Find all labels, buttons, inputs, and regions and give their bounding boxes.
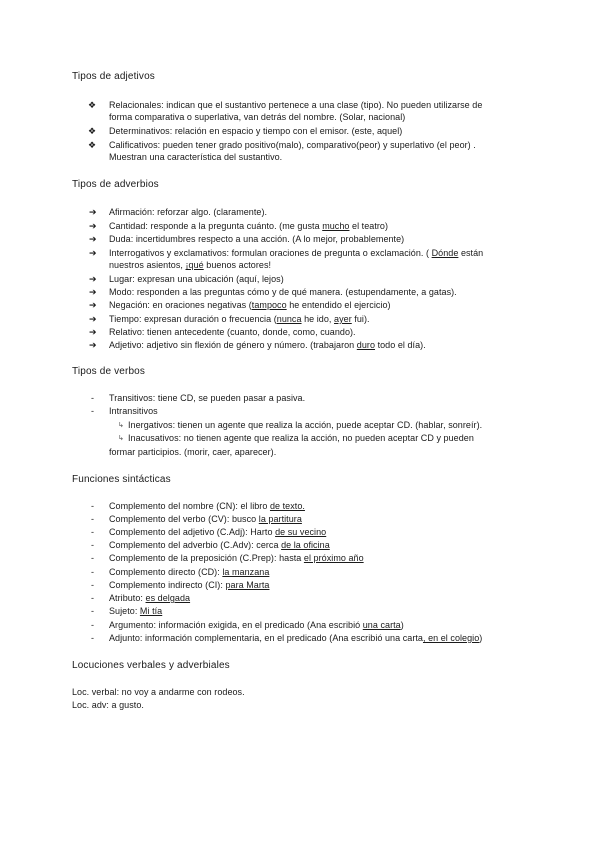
func-cd: Complemento directo (CD): la manzana bbox=[109, 567, 270, 577]
arrow-bullet-icon: ➔ bbox=[89, 340, 97, 350]
adj-relacionales: Relacionales: indican que el sustantivo pertenece a una clase (tipo). No pueden utilizarse de bbox=[109, 100, 483, 110]
adj-calificativos-cont: Muestran una característica del sustantivo. bbox=[109, 152, 283, 162]
adj-calificativos: Calificativos: pueden tener grado positivo(malo), comparativo(peor) y superlativo (el peor) . bbox=[109, 140, 476, 150]
adv-adjetivo: Adjetivo: adjetivo sin flexión de género y número. (trabajaron duro todo el día). bbox=[109, 340, 426, 350]
diamond-bullet-icon: ❖ bbox=[88, 100, 97, 110]
adv-duda: Duda: incertidumbres respecto a una acción. (A lo mejor, probablemente) bbox=[109, 234, 405, 244]
arrow-bullet-icon: ➔ bbox=[89, 234, 97, 244]
sub-arrow-icon: ↳ bbox=[118, 422, 124, 429]
dash-bullet: - bbox=[91, 514, 94, 524]
loc-adverbial: Loc. adv: a gusto. bbox=[72, 700, 144, 710]
func-cprep: Complemento de la preposición (C.Prep): hasta el próximo año bbox=[109, 553, 364, 563]
func-atributo: Atributo: es delgada bbox=[109, 593, 191, 603]
heading-funciones: Funciones sintácticas bbox=[72, 474, 171, 485]
adv-negacion: Negación: en oraciones negativas (tampoco he entendido el ejercicio) bbox=[109, 300, 391, 310]
arrow-bullet-icon: ➔ bbox=[89, 287, 97, 297]
adv-cantidad: Cantidad: responde a la pregunta cuánto. (me gusta mucho el teatro) bbox=[109, 221, 389, 231]
adv-interrogativos: Interrogativos y exclamativos: formulan oraciones de pregunta o exclamación. ( Dónde están bbox=[109, 248, 484, 258]
arrow-bullet-icon: ➔ bbox=[89, 207, 97, 217]
func-adjunto: Adjunto: información complementaria, en el predicado (Ana escribió una carta, en el colegio) bbox=[109, 633, 483, 643]
heading-adverbios: Tipos de adverbios bbox=[72, 179, 159, 190]
dash-bullet: - bbox=[91, 593, 94, 603]
verbo-transitivos: Transitivos: tiene CD, se pueden pasar a pasiva. bbox=[109, 393, 306, 403]
verbo-intransitivos: Intransitivos bbox=[109, 406, 158, 416]
adj-determinativos: Determinativos: relación en espacio y tiempo con el emisor. (este, aquel) bbox=[109, 126, 403, 136]
func-cadj: Complemento del adjetivo (C.Adj): Harto de su vecino bbox=[109, 527, 327, 537]
dash-bullet: - bbox=[91, 606, 94, 616]
dash-bullet: - bbox=[91, 406, 94, 416]
dash-bullet: - bbox=[91, 620, 94, 630]
verbo-inacusativos: Inacusativos: no tienen agente que realiza la acción, no pueden aceptar CD y pueden bbox=[128, 433, 474, 443]
dash-bullet: - bbox=[91, 580, 94, 590]
arrow-bullet-icon: ➔ bbox=[89, 327, 97, 337]
dash-bullet: - bbox=[91, 393, 94, 403]
diamond-bullet-icon: ❖ bbox=[88, 126, 97, 136]
func-ci: Complemento indirecto (CI): para Marta bbox=[109, 580, 270, 590]
diamond-bullet-icon: ❖ bbox=[88, 140, 97, 150]
heading-verbos: Tipos de verbos bbox=[72, 366, 146, 377]
adv-modo: Modo: responden a las preguntas cómo y de qué manera. (estupendamente, a gatas). bbox=[109, 287, 457, 297]
arrow-bullet-icon: ➔ bbox=[89, 314, 97, 324]
adv-lugar: Lugar: expresan una ubicación (aquí, lejos) bbox=[109, 274, 284, 284]
func-argumento: Argumento: información exigida, en el predicado (Ana escribió una carta) bbox=[109, 620, 404, 630]
heading-adjetivos: Tipos de adjetivos bbox=[72, 71, 155, 82]
arrow-bullet-icon: ➔ bbox=[89, 300, 97, 310]
loc-verbal: Loc. verbal: no voy a andarme con rodeos. bbox=[72, 687, 245, 697]
adv-relativo: Relativo: tienen antecedente (cuanto, donde, como, cuando). bbox=[109, 327, 356, 337]
func-cn: Complemento del nombre (CN): el libro de texto. bbox=[109, 501, 305, 511]
verbo-inergativos: Inergativos: tienen un agente que realiza la acción, puede aceptar CD. (hablar, sonreír). bbox=[128, 420, 483, 430]
func-cv: Complemento del verbo (CV): busco la partitura bbox=[109, 514, 302, 524]
adv-afirmacion: Afirmación: reforzar algo. (claramente). bbox=[109, 207, 268, 217]
arrow-bullet-icon: ➔ bbox=[89, 221, 97, 231]
dash-bullet: - bbox=[91, 633, 94, 643]
arrow-bullet-icon: ➔ bbox=[89, 248, 97, 258]
dash-bullet: - bbox=[91, 527, 94, 537]
dash-bullet: - bbox=[91, 567, 94, 577]
heading-locuciones: Locuciones verbales y adverbiales bbox=[72, 660, 230, 671]
dash-bullet: - bbox=[91, 540, 94, 550]
adv-tiempo: Tiempo: expresan duración o frecuencia (nunca he ido, ayer fui). bbox=[109, 314, 370, 324]
verbo-inacusativos-cont: formar participios. (morir, caer, aparecer). bbox=[109, 447, 277, 457]
adv-interrogativos-cont: nuestros asientos, ¡qué buenos actores! bbox=[109, 260, 272, 270]
sub-arrow-icon: ↳ bbox=[118, 435, 124, 442]
func-cadv: Complemento del adverbio (C.Adv): cerca de la oficina bbox=[109, 540, 330, 550]
dash-bullet: - bbox=[91, 501, 94, 511]
arrow-bullet-icon: ➔ bbox=[89, 274, 97, 284]
adj-relacionales-cont: forma comparativa o superlativa, van detrás del nombre. (Solar, nacional) bbox=[109, 112, 406, 122]
dash-bullet: - bbox=[91, 553, 94, 563]
func-sujeto: Sujeto: Mi tía bbox=[109, 606, 163, 616]
